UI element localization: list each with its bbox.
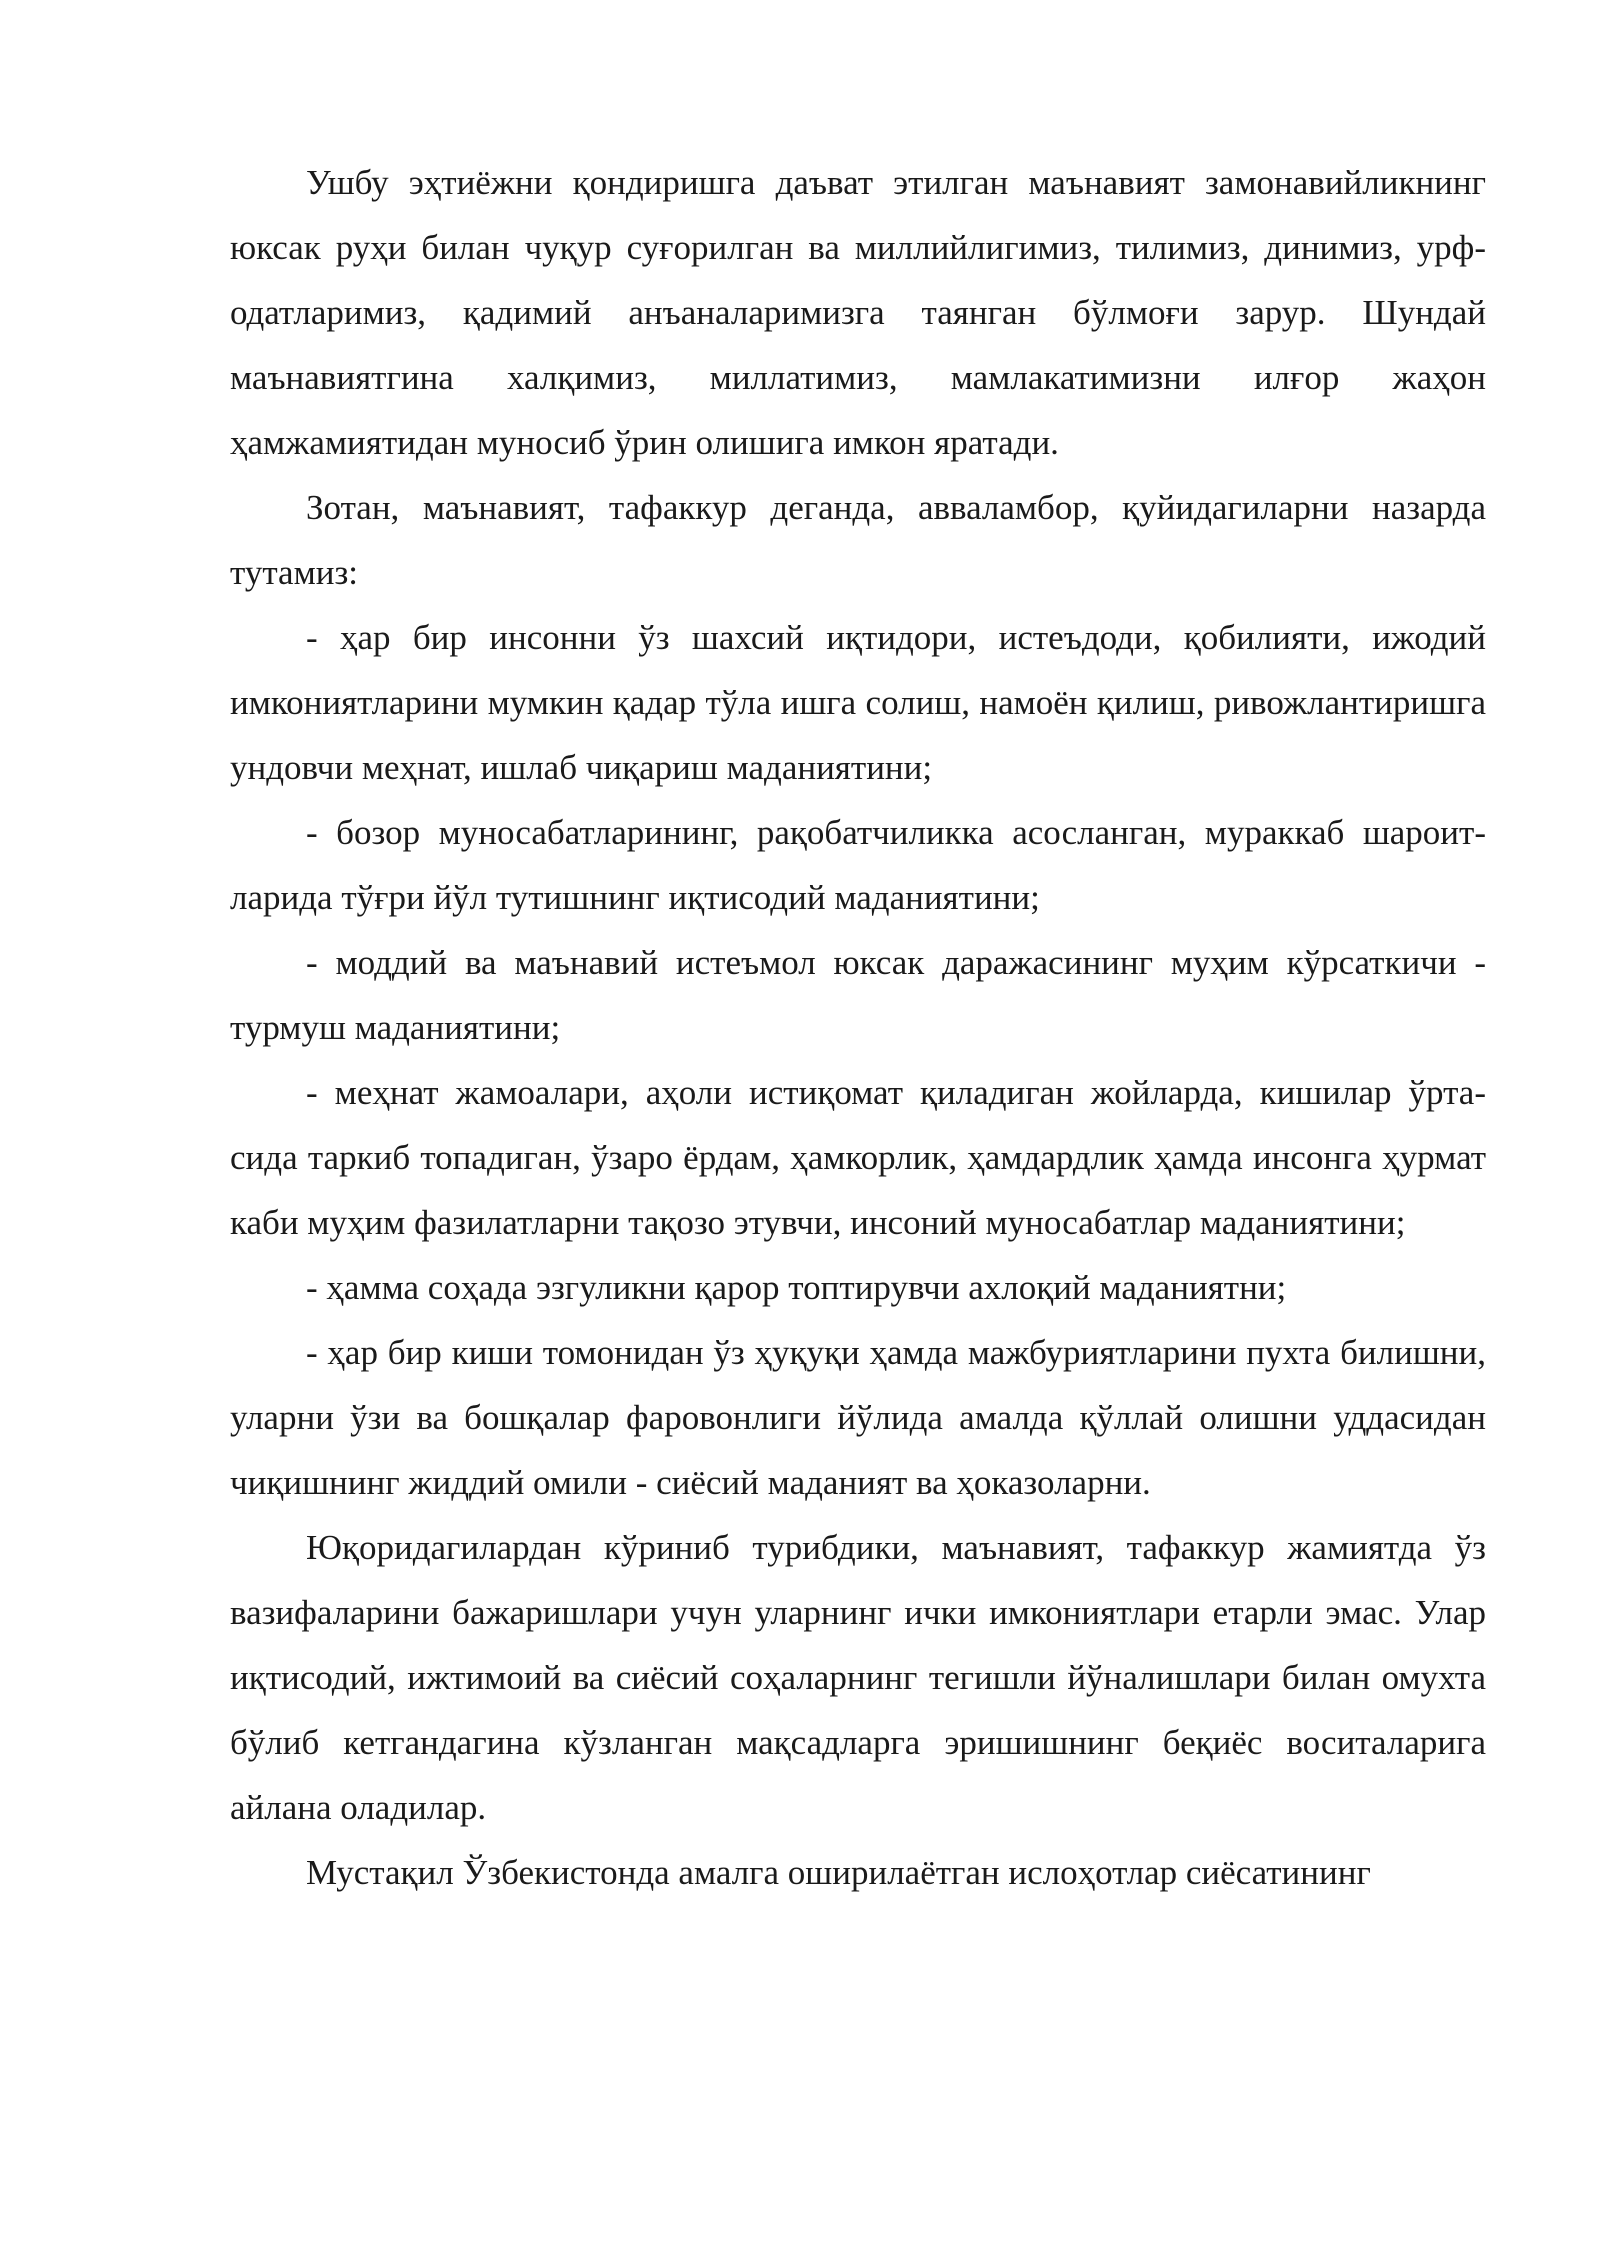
- document-page: [230, 150, 1486, 1905]
- list-item-labor-culture: - ҳар бир инсонни ўз шахсий иқтидори, истеъдоди, қобилияти, ижодий имкониятларини мумкин қадар тўла ишга солиш, намоён қилиш, ривожлантиришга ундовчи меҳнат, ишлаб чиқариш маданиятини;: [230, 618, 1486, 787]
- list-item-economic-culture: - бозор муносабатларининг, рақобатчиликка асосланган, мураккаб шароит-ларида тўғри йўл тутишнинг иқтисодий маданиятини;: [230, 813, 1486, 917]
- list-item-political-culture: - ҳар бир киши томонидан ўз ҳуқуқи ҳамда мажбуриятларини пухта билишни, уларни ўзи ва бошқалар фаровонлиги йўлида амалда қўллай олишни уддасидан чиқишнинг жиддий омили - сиёсий маданият ва ҳоказоларни.: [230, 1333, 1486, 1502]
- list-item-relations-culture: - меҳнат жамоалари, аҳоли истиқомат қиладиган жойларда, кишилар ўрта-сида таркиб топадиган, ўзаро ёрдам, ҳамкорлик, ҳамдардлик ҳамда инсонга ҳурмат каби муҳим фазилатларни тақозо этувчи, инсоний муносабатлар маданиятини;: [230, 1073, 1486, 1242]
- list-item-moral-culture: - ҳамма соҳада эзгуликни қарор топтирувчи ахлоқий маданиятни;: [306, 1268, 1287, 1307]
- paragraph-last: Мустақил Ўзбекистонда амалга оширилаётган ислоҳотлар сиёсатининг: [306, 1853, 1371, 1892]
- paragraph-1: Ушбу эҳтиёжни қондиришга даъват этилган маънавият замонавийликнинг юксак руҳи билан чуқур суғорилган ва миллийлигимиз, тилимиз, динимиз, урф-одатларимиз, қадимий анъаналаримизга таянган бўлмоғи зарур. Шундай маънавиятгина халқимиз, миллатимиз, мамлакатимизни илғор жаҳон ҳамжамиятидан муносиб ўрин олишига имкон яратади.: [230, 163, 1486, 462]
- list-item-life-culture: - моддий ва маънавий истеъмол юксак даражасининг муҳим кўрсаткичи - турмуш маданиятини;: [230, 943, 1486, 1047]
- paragraph-conclusion: Юқоридагилардан кўриниб турибдики, маънавият, тафаккур жамиятда ўз вазифаларини бажаришлари учун уларнинг ички имкониятлари етарли эмас. Улар иқтисодий, ижтимоий ва сиёсий соҳаларнинг тегишли йўналишлари билан омухта бўлиб кетгандагина кўзланган мақсадларга эришишнинг беқиёс воситаларига айлана оладилар.: [230, 1528, 1486, 1827]
- paragraph-2: Зотан, маънавият, тафаккур деганда, авваламбор, қуйидагиларни назарда тутамиз:: [230, 488, 1486, 592]
